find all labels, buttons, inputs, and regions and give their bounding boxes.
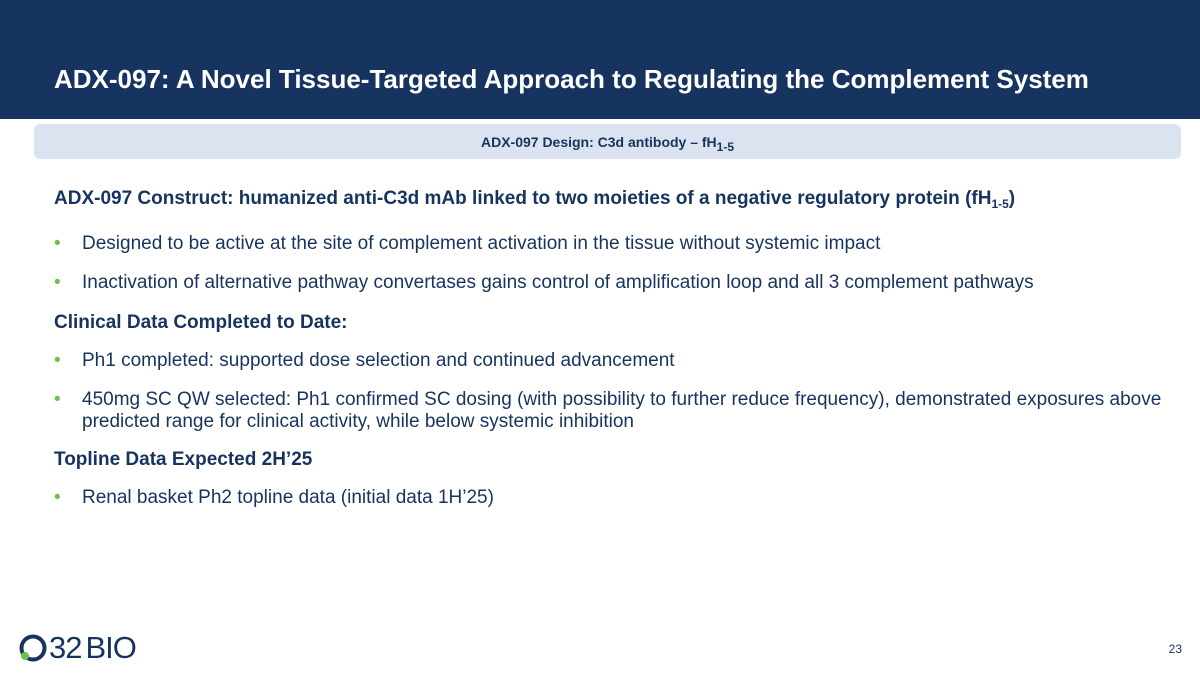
bullet-text: Renal basket Ph2 topline data (initial data 1H’25) — [82, 487, 494, 508]
bullet-text: Designed to be active at the site of complement activation in the tissue without systemic impact — [82, 233, 881, 254]
clinical-heading: Clinical Data Completed to Date: — [54, 312, 348, 333]
bullet-text: Ph1 completed: supported dose selection and continued advancement — [82, 350, 675, 371]
bullet-item — [54, 389, 1164, 433]
bullet-dot: • — [54, 487, 61, 508]
topline-heading: Topline Data Expected 2H’25 — [54, 449, 313, 470]
construct-heading-end: ) — [1008, 188, 1016, 209]
logo-bio: BIO — [85, 630, 136, 665]
design-label — [481, 134, 734, 154]
design-label-main: ADX-097 Design: C3d antibody – fH — [480, 133, 717, 150]
construct-heading-subscript: 1-5 — [991, 197, 1009, 211]
bullet-text: 450mg SC QW selected: Ph1 confirmed SC dosing (with possibility to further reduce frequency), demonstrated exposures above predicted range for clinical activity, while below systemic inhibition — [82, 389, 1162, 432]
bullet-text: Inactivation of alternative pathway convertases gains control of amplification loop and all 3 complement pathways — [82, 272, 1034, 293]
bullet-dot: • — [54, 389, 61, 410]
bullet-item — [54, 233, 1164, 255]
bullet-item — [54, 350, 1164, 372]
q32-bio-logo — [18, 630, 136, 666]
logo-digits: 32 — [49, 630, 82, 665]
header-bar — [0, 0, 1200, 119]
bullet-dot: • — [54, 233, 61, 254]
bullet-item — [54, 487, 1164, 509]
bullet-item — [54, 272, 1164, 294]
slide-title: ADX-097: A Novel Tissue-Targeted Approach to Regulating the Complement System — [54, 64, 1089, 94]
design-banner — [34, 124, 1181, 159]
bullet-dot: • — [54, 350, 61, 371]
construct-heading-main: ADX-097 Construct: humanized anti-C3d mAb linked to two moieties of a negative regulatory protein (fH — [54, 188, 992, 209]
q-logo-icon — [18, 633, 48, 663]
slide-content — [54, 186, 1164, 509]
construct-heading — [54, 186, 1164, 217]
design-label-subscript: 1-5 — [716, 139, 735, 154]
bullet-dot: • — [54, 272, 61, 293]
page-number: 23 — [1168, 642, 1182, 656]
